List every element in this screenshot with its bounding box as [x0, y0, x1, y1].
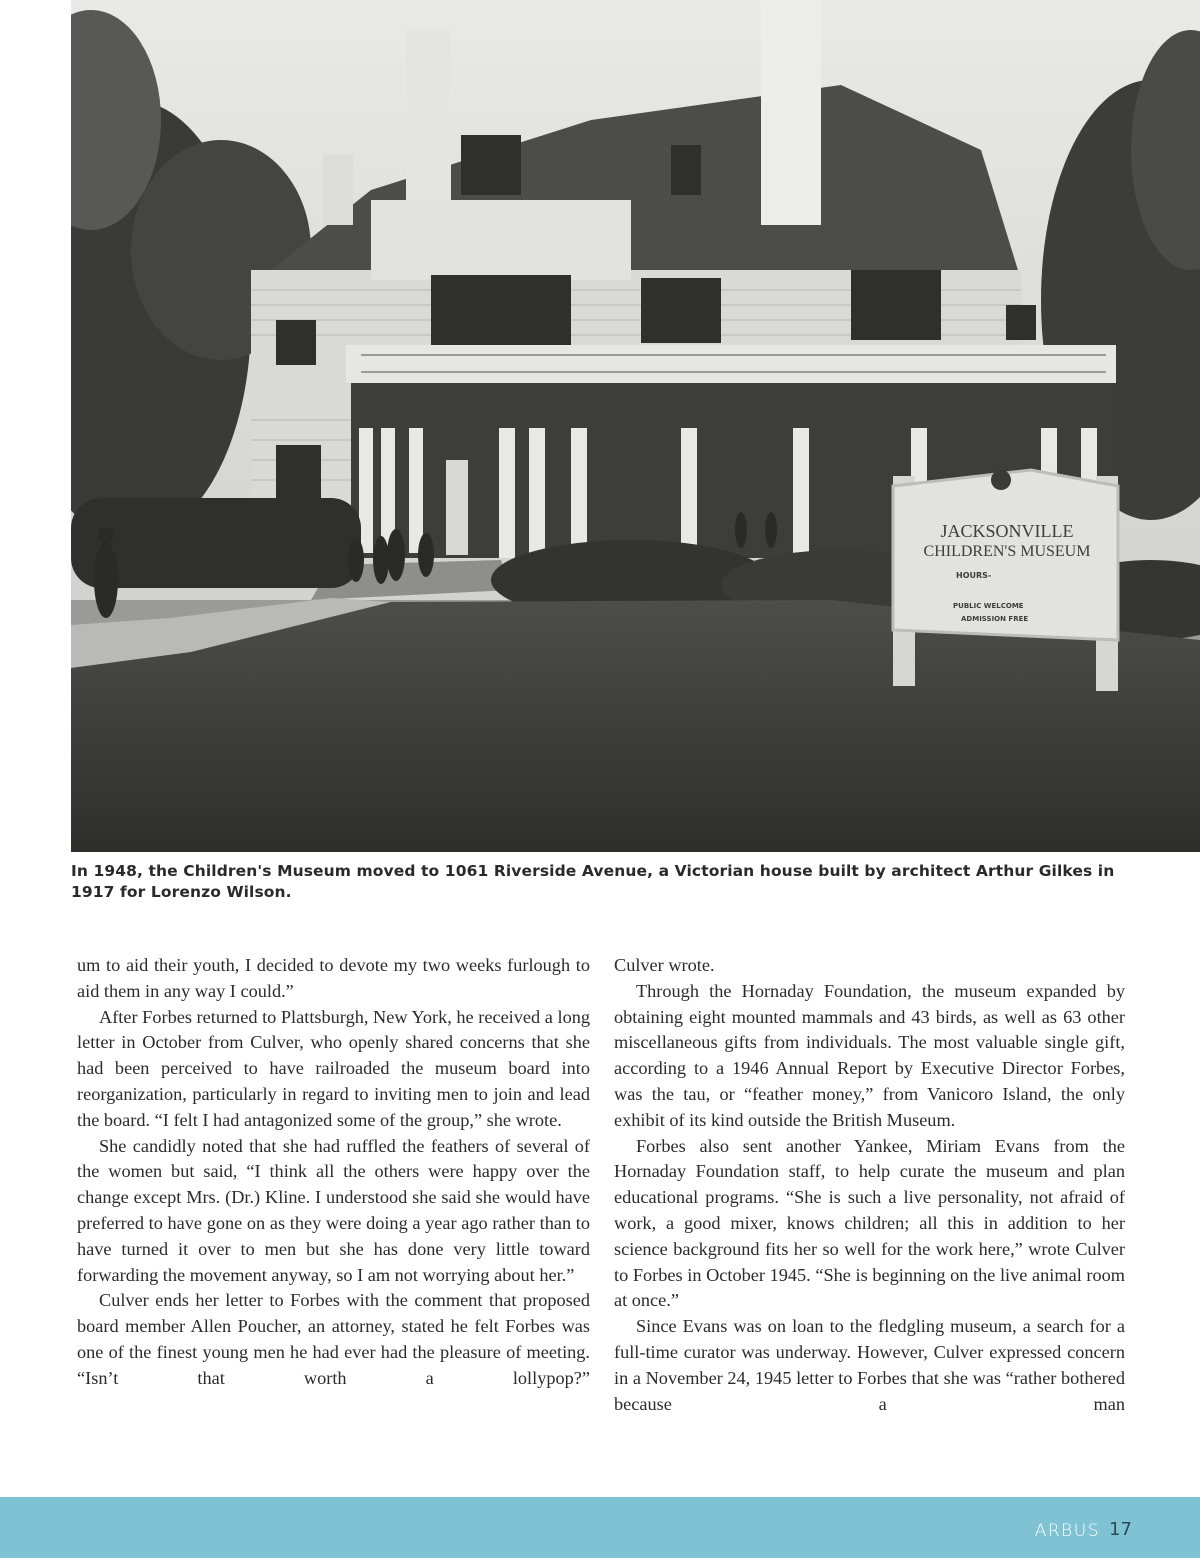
right-text-column: [614, 953, 1125, 1417]
sign-line2: CHILDREN'S MUSEUM: [923, 543, 1091, 560]
photo-caption: In 1948, the Children's Museum moved to 1061 Riverside Avenue, a Victorian house built by architect Arthur Gilkes in 1917 for Lorenzo Wilson.: [71, 862, 1115, 901]
paragraph: After Forbes returned to Plattsburgh, New York, he received a long letter in October from Culver, who openly shared concerns that she had been perceived to have railroaded the museum board into reorganization, particularly in regard to inviting men to join and lead the board. “I felt I had antagonized some of the group,” she wrote.: [77, 1006, 590, 1130]
paragraph: Culver ends her letter to Forbes with the comment that proposed board member Allen Poucher, an attorney, stated he felt Forbes was one of the finest young men he had ever had the pleasure of meeting. “Isn’t that worth a lollypop?”: [77, 1290, 590, 1388]
sign-line1: JACKSONVILLE: [940, 521, 1074, 541]
paragraph: She candidly noted that she had ruffled the feathers of several of the women but said, “I think all the others were happy over the change except Mrs. (Dr.) Kline. I understood she said she would have preferred to have gone on as they were doing a year ago rather than to have turned it over to men but she has done very little toward forwarding the movement anyway, so I am not worrying about her.”: [77, 1135, 590, 1285]
left-text-column: [77, 953, 590, 1392]
sign-admission: ADMISSION FREE: [961, 615, 1029, 623]
footer-bar: [0, 1497, 1200, 1558]
paragraph: um to aid their youth, I decided to devote my two weeks furlough to aid them in any way I could.”: [77, 955, 590, 1001]
sign-hours: HOURS-: [956, 571, 992, 580]
museum-house-photo: [71, 0, 1200, 852]
paragraph: Through the Hornaday Foundation, the museum expanded by obtaining eight mounted mammals and 43 birds, as well as 63 other miscellaneous gifts from individuals. The most valuable single gift, according to a 1946 Annual Report by Executive Director Forbes, was the tau, or “feather money,” from Vanicoro Island, the only exhibit of its kind outside the British Museum.: [614, 980, 1125, 1130]
sign-public: PUBLIC WELCOME: [953, 602, 1024, 610]
paragraph: Forbes also sent another Yankee, Miriam Evans from the Hornaday Foundation staff, to help curate the museum and plan educational programs. “She is such a live personality, not afraid of work, a good mixer, knows children; all this in addition to her science background fits her so well for the work here,” wrote Culver to Forbes in October 1945. “She is beginning on the live animal room at once.”: [614, 1135, 1125, 1311]
paragraph: Culver wrote.: [614, 955, 715, 975]
magazine-brand: ARBUS: [1034, 1521, 1100, 1541]
page-number: 17: [1109, 1519, 1132, 1540]
victorian-house-illustration: [71, 0, 1200, 852]
paragraph: Since Evans was on loan to the fledgling museum, a search for a full-time curator was underway. However, Culver expressed concern in a November 24, 1945 letter to Forbes that she was “rather bothered because a man: [614, 1316, 1125, 1414]
